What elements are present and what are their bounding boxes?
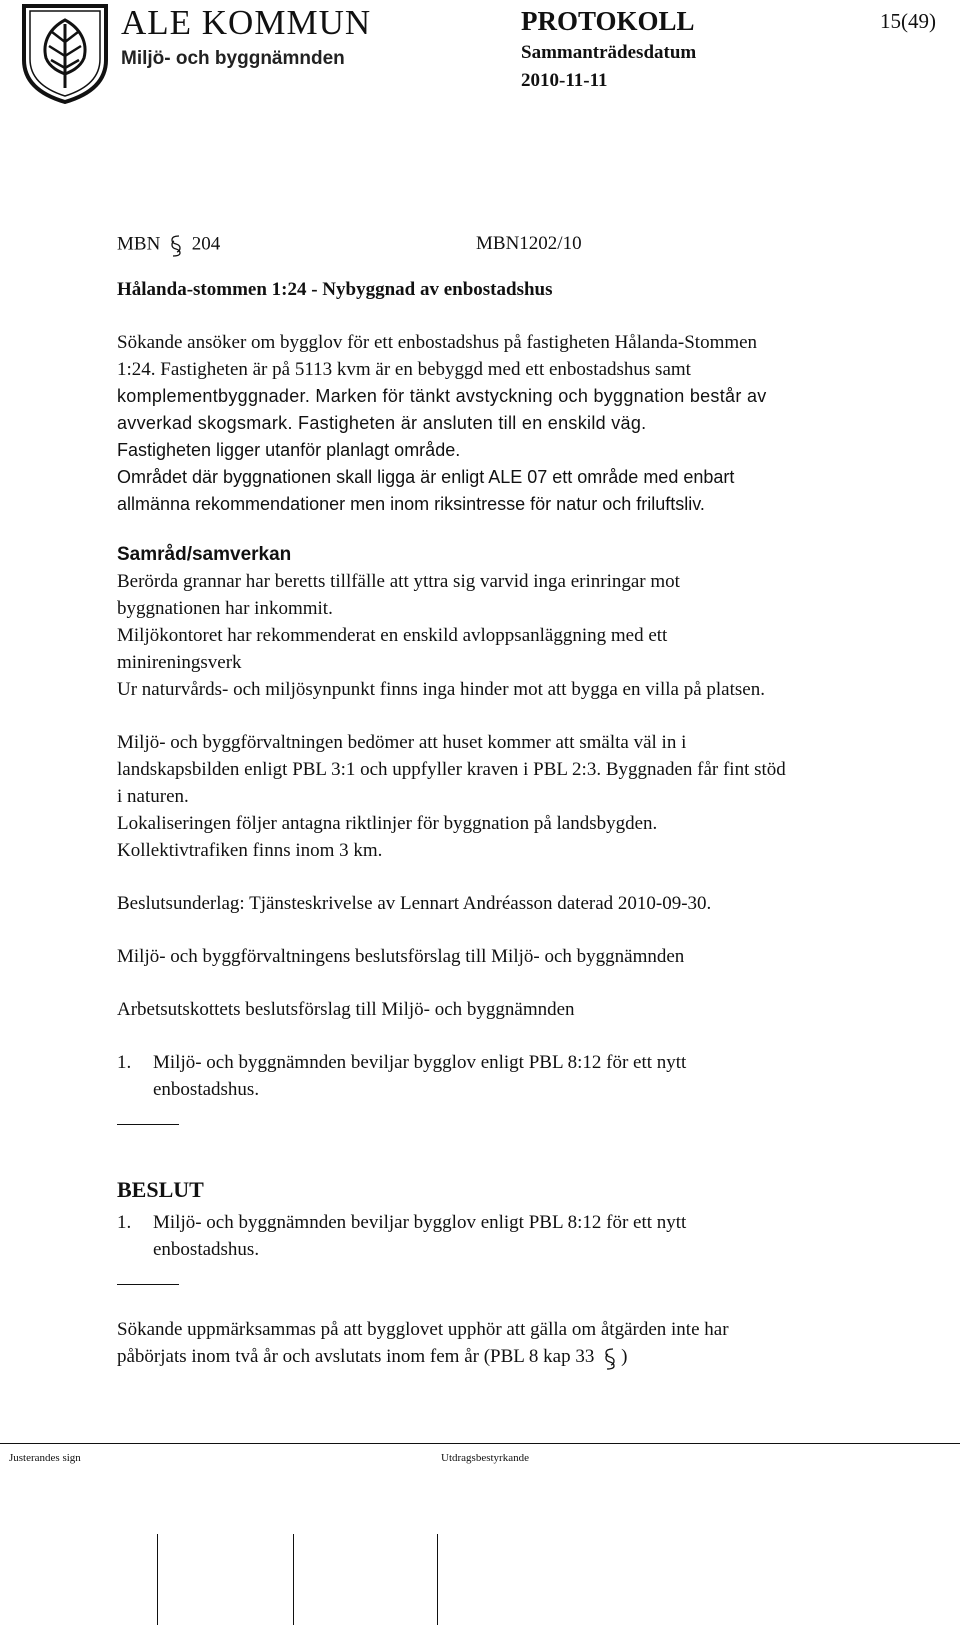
- closing-parenthesis: ): [621, 1346, 628, 1367]
- decision-heading: BESLUT: [117, 1177, 204, 1202]
- text-line: byggnationen har inkommit.: [117, 598, 333, 619]
- case-title: Hålanda-stommen 1:24 - Nybyggnad av enbostadshus: [117, 279, 553, 300]
- text-line: Området där byggnationen skall ligga är enligt ALE 07 ett område med enbart: [117, 467, 735, 487]
- text-line: Kollektivtrafiken finns inom 3 km.: [117, 840, 383, 861]
- text-line: 1:24. Fastigheten är på 5113 kvm är en bebyggd med ett enbostadshus samt: [117, 359, 691, 380]
- decision-list-item: [117, 1209, 917, 1263]
- text-line: Miljö- och byggförvaltningen bedömer att huset kommer att smälta väl in i: [117, 732, 687, 753]
- document-type: PROTOKOLL: [521, 6, 695, 36]
- mbn-prefix: MBN: [117, 233, 161, 255]
- notice-paragraph: [117, 1316, 917, 1370]
- administration-proposal: Miljö- och byggförvaltningens beslutsförslag till Miljö- och byggnämnden: [117, 946, 685, 967]
- signature-box-divider: [293, 1534, 294, 1625]
- samrad-paragraph: [117, 568, 917, 703]
- text-line: enbostadshus.: [153, 1239, 260, 1260]
- text-line: Lokaliseringen följer antagna riktlinjer för byggnation på landsbygden.: [117, 813, 658, 834]
- text-line: Sökande uppmärksammas på att bygglovet upphör att gälla om åtgärden inte har: [117, 1319, 729, 1340]
- certification-label: Utdragsbestyrkande: [441, 1452, 529, 1464]
- signature-box-divider: [157, 1534, 158, 1625]
- section-sign-icon: [603, 1346, 617, 1370]
- assessment-paragraph: [117, 729, 917, 864]
- text-line: Sökande ansöker om bygglov för ett enbostadshus på fastigheten Hålanda-Stommen: [117, 332, 758, 353]
- intro-paragraph: [117, 329, 917, 518]
- text-line: minireningsverk: [117, 652, 242, 673]
- text-line: Miljö- och byggnämnden beviljar bygglov enligt PBL 8:12 för ett nytt: [153, 1052, 687, 1073]
- municipality-logo-icon: [18, 2, 112, 104]
- text-line: Berörda grannar har beretts tillfälle att yttra sig varvid inga erinringar mot: [117, 571, 680, 592]
- footer-top-rule: [0, 1443, 960, 1444]
- organization-name: ALE KOMMUN: [121, 3, 372, 42]
- text-line: landskapsbilden enligt PBL 3:1 och uppfyller kraven i PBL 2:3. Byggnaden får fint stöd: [117, 759, 786, 780]
- page-number: 15(49): [880, 9, 936, 33]
- text-line: Fastigheten ligger utanför planlagt område.: [117, 440, 461, 460]
- text-line: avverkad skogsmark. Fastigheten är ansluten till en enskild väg.: [117, 413, 647, 433]
- meeting-date: 2010-11-11: [521, 70, 608, 91]
- text-line-with-section-sign: [117, 1343, 917, 1370]
- signature-box-divider: [437, 1534, 438, 1625]
- committee-proposal: Arbetsutskottets beslutsförslag till Miljö- och byggnämnden: [117, 999, 575, 1020]
- list-number: 1.: [117, 1212, 132, 1233]
- divider: [117, 1284, 179, 1285]
- organization-department: Miljö- och byggnämnden: [121, 48, 345, 69]
- proposal-list-item: [117, 1049, 917, 1103]
- diary-number: MBN1202/10: [476, 233, 582, 254]
- text-line: allmänna rekommendationer men inom riksintresse för natur och friluftsliv.: [117, 494, 705, 514]
- section-heading-samrad: Samråd/samverkan: [117, 544, 292, 565]
- text-line: komplementbyggnader. Marken för tänkt avstyckning och byggnation består av: [117, 386, 767, 406]
- section-sign-icon: [169, 233, 183, 257]
- divider: [117, 1124, 179, 1125]
- paragraph-reference: [117, 233, 220, 257]
- decision-basis: Beslutsunderlag: Tjänsteskrivelse av Lennart Andréasson daterad 2010-09-30.: [117, 893, 712, 914]
- text-line: Miljökontoret har rekommenderat en enskild avloppsanläggning med ett: [117, 625, 668, 646]
- text-line: Ur naturvårds- och miljösynpunkt finns inga hinder mot att bygga en villa på platsen.: [117, 679, 765, 700]
- mbn-number: 204: [191, 233, 221, 255]
- text-line: Miljö- och byggnämnden beviljar bygglov enligt PBL 8:12 för ett nytt: [153, 1212, 687, 1233]
- list-number: 1.: [117, 1052, 132, 1073]
- text-line: enbostadshus.: [153, 1079, 260, 1100]
- meeting-date-label: Sammanträdesdatum: [521, 42, 697, 63]
- text-line: påbörjats inom två år och avslutats inom fem år (PBL 8 kap 33: [117, 1346, 595, 1367]
- signature-label: Justerandes sign: [9, 1452, 81, 1464]
- text-line: i naturen.: [117, 786, 189, 807]
